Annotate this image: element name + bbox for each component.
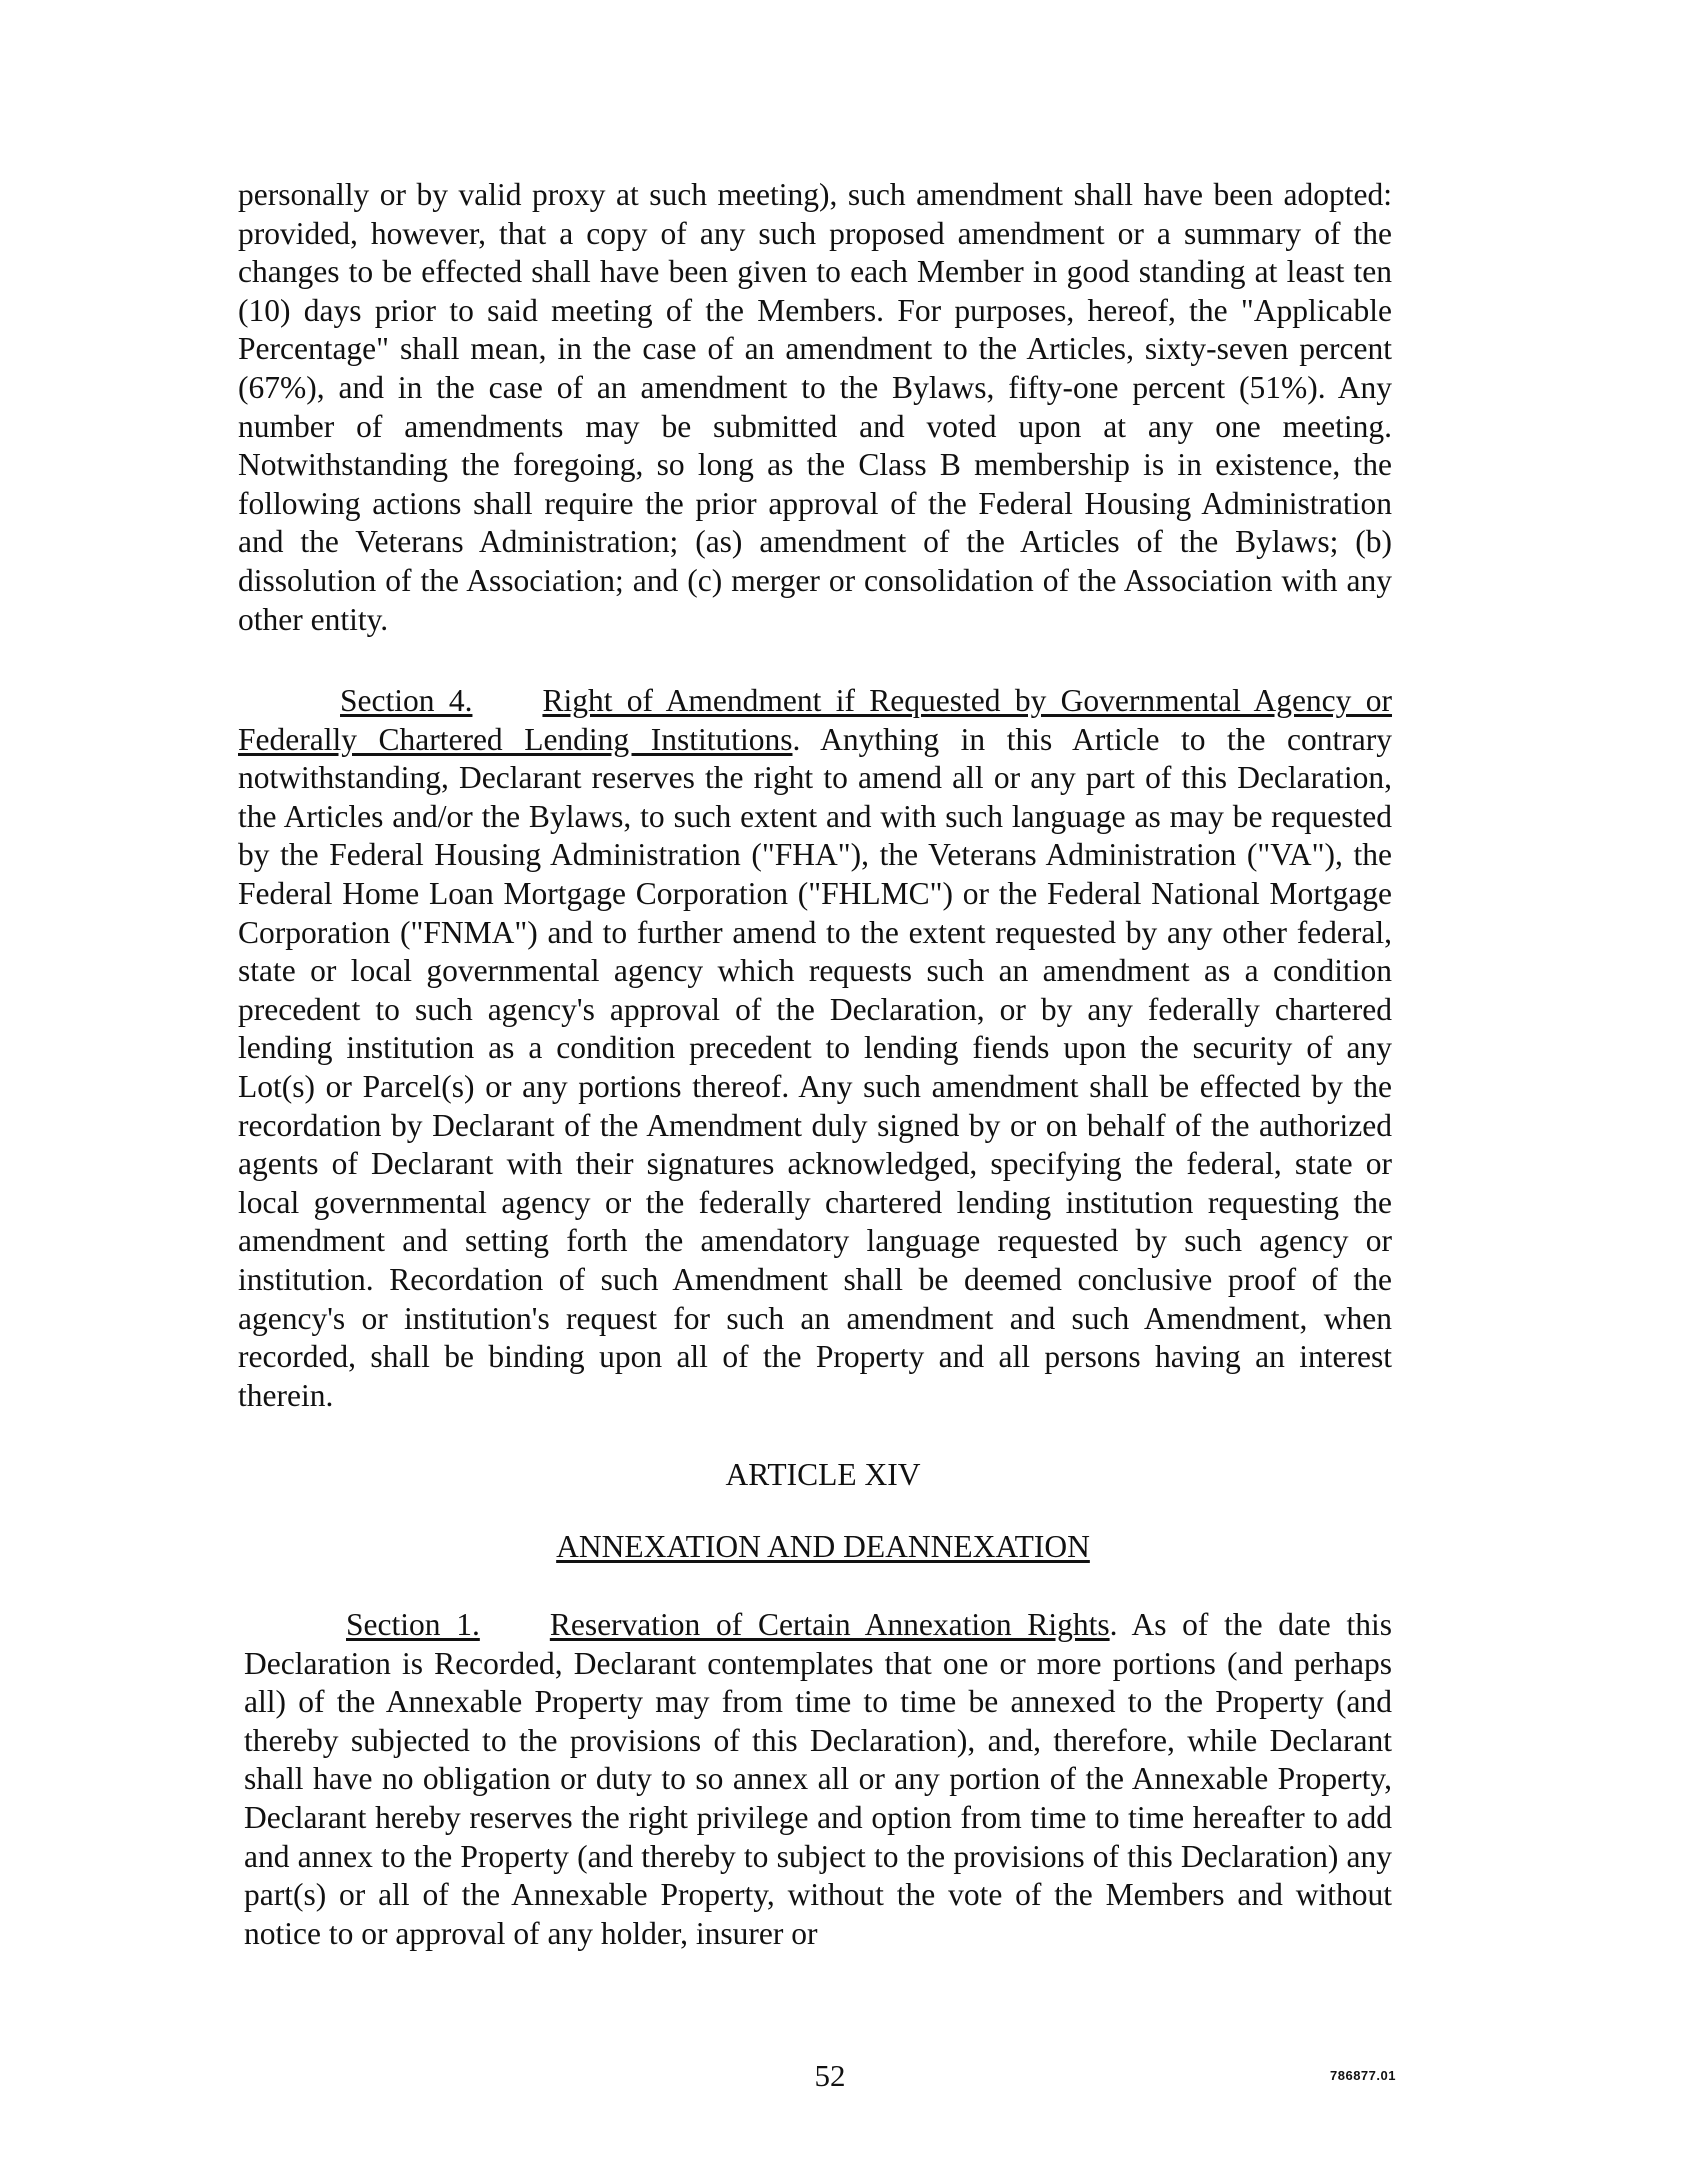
- section-1-paragraph: [244, 1606, 1392, 1953]
- section-4-paragraph: [238, 682, 1392, 1415]
- section-1-body: . As of the date this Declaration is Recorded, Declarant contemplates that one or more portions (and perhaps all) of the Annexable Property may from time to time be annexed to the Property (and thereby subjected to the provisions of this Declaration), and, therefore, while Declarant shall have no obligation or duty to so annex all or any portion of the Annexable Property, Declarant hereby reserves the right privilege and option from time to time hereafter to add and annex to the Property (and thereby to subject to the provisions of this Declaration) any part(s) or all of the Annexable Property, without the vote of the Members and without notice to or approval of any holder, insurer or: [244, 1607, 1392, 1951]
- article-title-text: ANNEXATION AND DEANNEXATION: [556, 1529, 1090, 1564]
- article-title: [246, 1528, 1400, 1566]
- page-number: 52: [814, 2058, 846, 2093]
- article-heading: ARTICLE XIV: [725, 1457, 921, 1492]
- section-1-title: Reservation of Certain Annexation Rights: [549, 1607, 1110, 1642]
- document-id: 786877.01: [1330, 2068, 1396, 2083]
- section-4-number: Section 4.: [340, 683, 473, 718]
- paragraph-amendment-approval: personally or by valid proxy at such meeting), such amendment shall have been adopted: provided, however, that a copy of any such proposed amendment or a summary of the changes to be effected shall have been given to each Member in good standing at least ten (10) days prior to said meeting of the Members. For purposes, hereof, the "Applicable Percentage" shall mean, in the case of an amendment to the Articles, sixty-seven percent (67%), and in the case of an amendment to the Bylaws, fifty-one percent (51%). Any number of amendments may be submitted and voted upon at any one meeting. Notwithstanding the foregoing, so long as the Class B membership is in existence, the following actions shall require the prior approval of the Federal Housing Administration and the Veterans Administration; (as) amendment of the Articles of the Bylaws; (b) dissolution of the Association; and (c) merger or consolidation of the Association with any other entity.: [238, 177, 1392, 637]
- section-4-body: . Anything in this Article to the contrary notwithstanding, Declarant reserves the right to amend all or any part of this Declaration, the Articles and/or the Bylaws, to such extent and with such language as may be requested by the Federal Housing Administration ("FHA"), the Veterans Administration ("VA"), the Federal Home Loan Mortgage Corporation ("FHLMC") or the Federal National Mortgage Corporation ("FNMA") and to further amend to the extent requested by any other federal, state or local governmental agency which requests such an amendment as a condition precedent to such agency's approval of the Declaration, or by any federally chartered lending institution as a condition precedent to lending fiends upon the security of any Lot(s) or Parcel(s) or any portions thereof. Any such amendment shall be effected by the recordation by Declarant of the Amendment duly signed by or on behalf of the authorized agents of Declarant with their signatures acknowledged, specifying the federal, state or local governmental agency or the federally chartered lending institution requesting the amendment and setting forth the amendatory language requested by such agency or institution. Recordation of such Amendment shall be deemed conclusive proof of the agency's or institution's request for such an amendment and such Amendment, when recorded, shall be binding upon all of the Property and all persons having an interest therein.: [238, 721, 1392, 1413]
- section-1-number: Section 1.: [346, 1607, 480, 1642]
- section-4-title: Right of Amendment if Requested by Governmental Agency or Federally Chartered Lending Institutions: [238, 683, 1392, 757]
